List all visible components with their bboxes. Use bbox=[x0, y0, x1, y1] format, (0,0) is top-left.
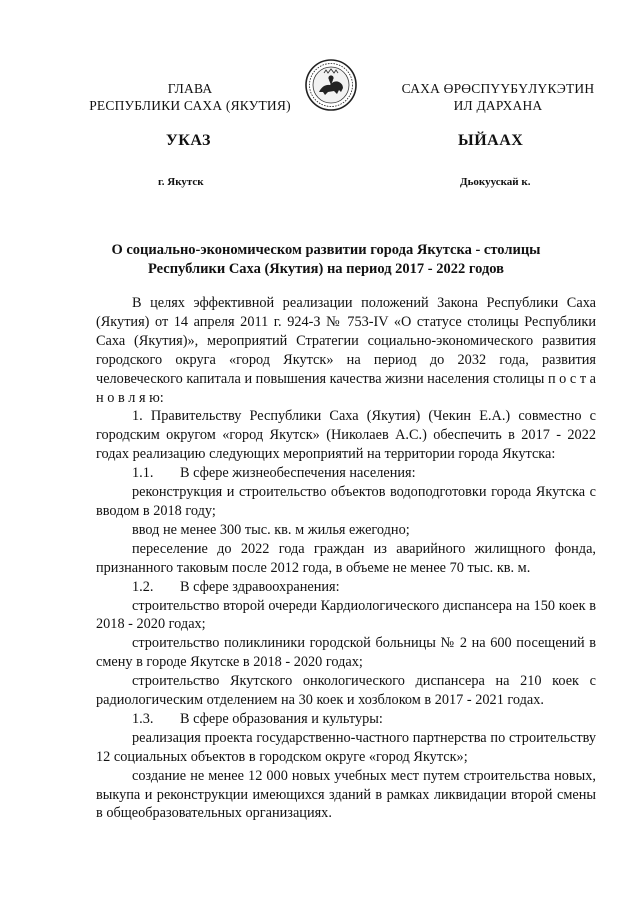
header-right-line2: ИЛ ДАРХАНА bbox=[453, 98, 543, 113]
paragraph-1: 1. Правительству Республики Саха (Якутия) (Чекин Е.А.) совместно с городским округом «город Якутск» (Николаев А.С.) обеспечить в 2017 - 2022 годах реализацию следующих мероприятий на территории города Якутска: bbox=[96, 408, 596, 463]
intro-paragraph: В целях эффективной реализации положений Закона Республики Саха (Якутия) от 14 апреля 2011 г. 924-З № 753-IV «О статусе столицы Республики Саха (Якутия)», мероприятий Стратегии социально-экономического развития городского округа «город Якутск» на период до 2032 года, развития человеческого капитала и повышения качества жизни населения столицы п о с т а н о в л я ю: bbox=[96, 295, 596, 406]
header-right-line1: САХА ӨРӨСПҮҮБҮЛҮКЭТИН bbox=[401, 81, 595, 96]
section-heading-text: В сфере здравоохранения: bbox=[180, 578, 340, 595]
section-number: 1.1. bbox=[132, 465, 154, 482]
document-body bbox=[96, 294, 596, 823]
section-heading-text: В сфере жизнеобеспечения населения: bbox=[180, 465, 416, 482]
list-item: реализация проекта государственно-частного партнерства по строительству 12 социальных объектов в городском округе «город Якутск»; bbox=[96, 729, 596, 765]
section-1-2-heading bbox=[96, 578, 596, 597]
section-1-3-heading bbox=[96, 710, 596, 729]
list-item: строительство второй очереди Кардиологического диспансера на 150 коек в 2018 - 2020 годах; bbox=[96, 597, 596, 633]
list-item: ввод не менее 300 тыс. кв. м жилья ежегодно; bbox=[132, 521, 410, 538]
list-item: создание не менее 12 000 новых учебных мест путем строительства новых, выкупа и реконструкции имеющихся зданий в рамках ликвидации второй смены в общеобразовательных организациях. bbox=[96, 767, 596, 822]
title-line2: Республики Саха (Якутия) на период 2017 - 2022 годов bbox=[147, 261, 504, 277]
header-left bbox=[80, 80, 300, 114]
city-sah: Дьокуускай к. bbox=[460, 176, 531, 188]
section-number: 1.2. bbox=[132, 578, 154, 595]
list-item: строительство Якутского онкологического диспансера на 210 коек с радиологическим отделением на 30 коек и хозблоком в 2017 - 2021 годах. bbox=[96, 673, 596, 709]
title-line1: О социально-экономическом развитии города Якутска - столицы bbox=[111, 242, 541, 258]
document-title bbox=[96, 241, 556, 279]
list-item: реконструкция и строительство объектов водоподготовки города Якутска с вводом в 2018 году; bbox=[96, 484, 596, 519]
header-right bbox=[392, 80, 604, 114]
city-ru: г. Якутск bbox=[158, 176, 204, 188]
section-heading-text: В сфере образования и культуры: bbox=[180, 710, 383, 727]
section-number: 1.3. bbox=[132, 710, 154, 727]
list-item: строительство поликлиники городской больницы № 2 на 600 посещений в смену в городе Якутске в 2018 - 2020 годах; bbox=[96, 635, 596, 671]
header-left-line1: ГЛАВА bbox=[167, 81, 213, 96]
decree-title-ru: УКАЗ bbox=[166, 132, 211, 149]
coat-of-arms-icon bbox=[304, 58, 358, 112]
section-1-1-heading bbox=[96, 464, 596, 483]
list-item: переселение до 2022 года граждан из аварийного жилищного фонда, признанного таковым после 2012 года, в объеме не менее 70 тыс. кв. м. bbox=[96, 540, 596, 576]
header-left-line2: РЕСПУБЛИКИ САХА (ЯКУТИЯ) bbox=[89, 98, 291, 113]
decree-title-sah: ЫЙААХ bbox=[458, 132, 524, 149]
